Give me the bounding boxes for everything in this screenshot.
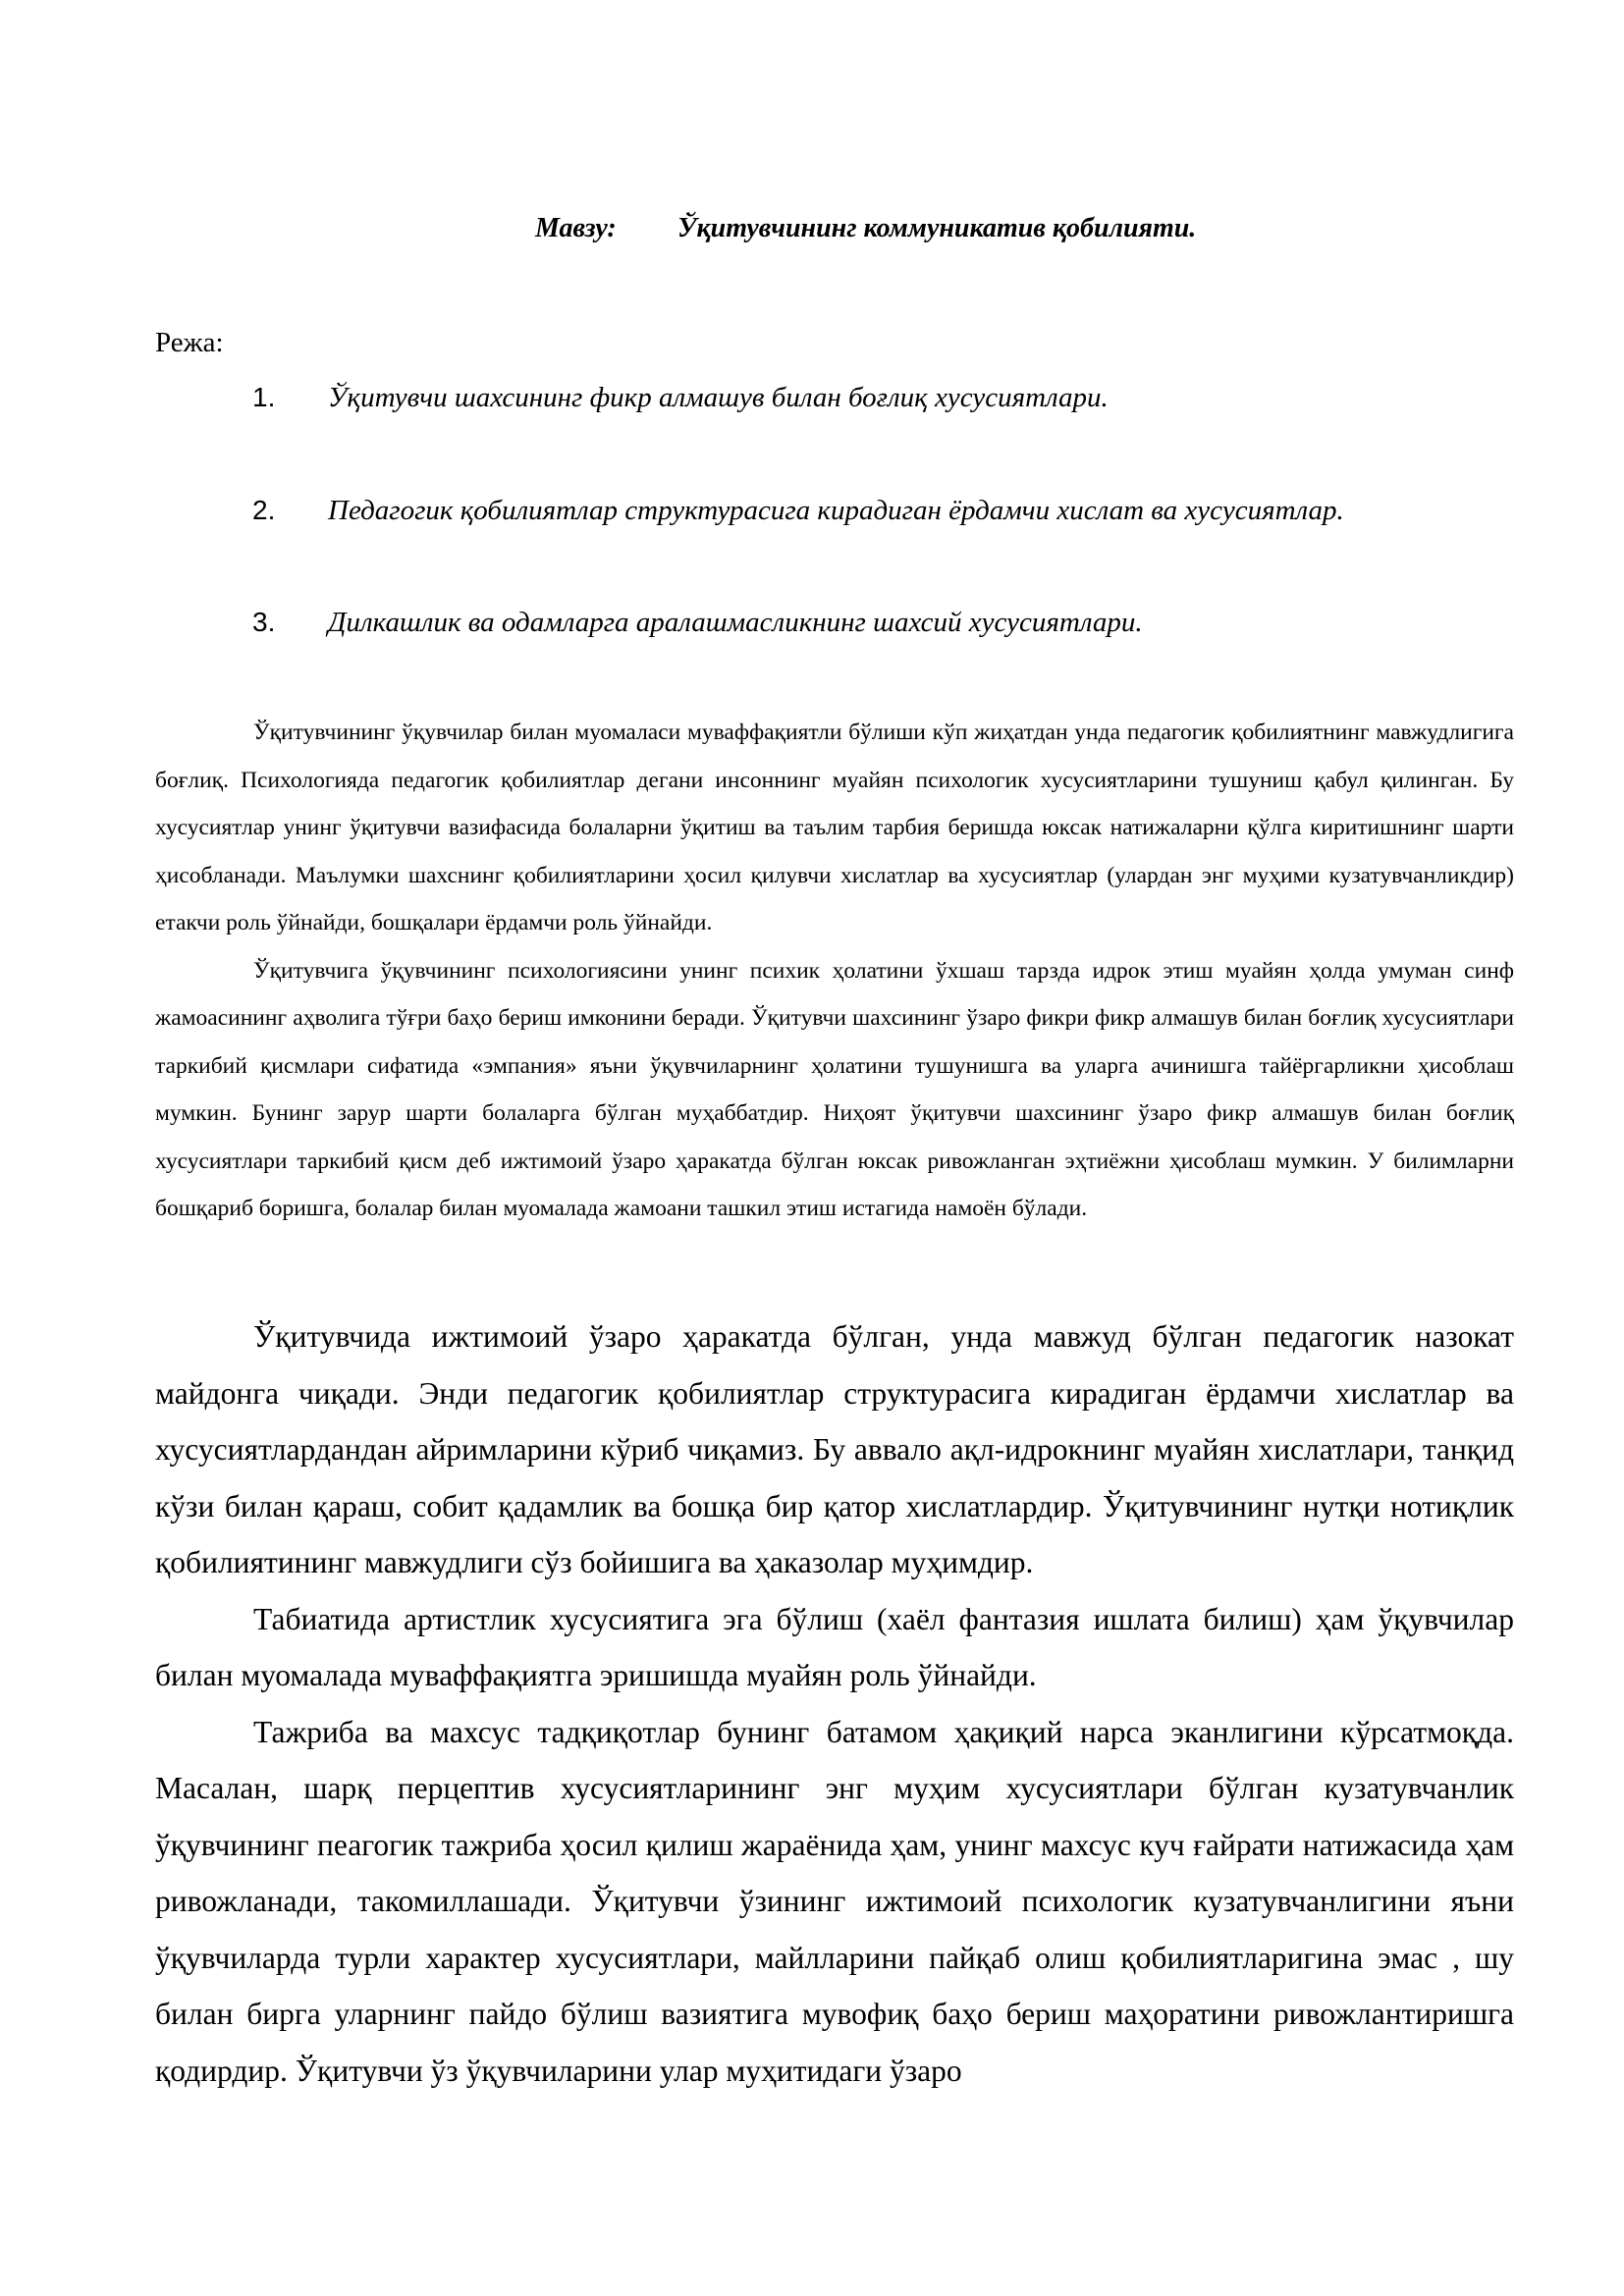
plan-label: Режа: — [155, 327, 224, 358]
plan-item-2 — [252, 495, 1344, 527]
paragraph: Ўқитувчида ижтимоий ўзаро ҳаракатда бўлган, унда мавжуд бўлган педагогик назокат майдонга чиқади. Энди педагогик қобилиятлар структурасига кирадиган ёрдамчи хислатлар ва хусусиятлардандан айримларини кўриб чиқамиз. Бу аввало ақл-идрокнинг муайян хислатлари, танқид кўзи билан қараш, собит қадамлик ва бошқа бир қатор хислатлардир. Ўқитувчининг нутқи нотиқлик қобилиятининг мавжудлиги сўз бойишига ва ҳаказолар муҳимдир. — [155, 1319, 1514, 1579]
title-text: Ўқитувчининг коммуникатив қобилияти. — [677, 213, 1197, 243]
body-large-text — [155, 1308, 1514, 2099]
body-small-text — [155, 709, 1514, 1233]
plan-item-number: 2. — [252, 495, 276, 525]
plan-item-text: Дилкашлик ва одамларга аралашмасликнинг шахсий хусусиятлари. — [328, 607, 1143, 638]
plan-item-number: 3. — [252, 607, 276, 637]
plan-item-1 — [252, 382, 1109, 414]
paragraph: Ўқитувчининг ўқувчилар билан муомаласи муваффақиятли бўлиши кўп жиҳатдан унда педагогик қобилиятнинг мавжудлигига боғлиқ. Психологияда педагогик қобилиятлар дегани инсоннинг муайян психологик хусусиятларини тушуниш қабул қилинган. Бу хусусиятлар унинг ўқитувчи вазифасида болаларни ўқитиш ва таълим тарбия беришда юксак натижаларни қўлга киритишнинг шарти ҳисобланади. Маълумки шахснинг қобилиятларини ҳосил қилувчи хислатлар ва хусусиятлар (улардан энг муҳими кузатувчанликдир) етакчи роль ўйнайди, бошқалари ёрдамчи роль ўйнайди. — [155, 720, 1514, 935]
plan-item-number: 1. — [252, 382, 276, 412]
plan-item-text: Педагогик қобилиятлар структурасига кирадиган ёрдамчи хислат ва хусусиятлар. — [328, 495, 1344, 526]
plan-item-3 — [252, 607, 1143, 639]
title-label: Мавзу: — [535, 213, 617, 243]
paragraph: Табиатида артистлик хусусиятига эга бўлиш (хаёл фантазия ишлата билиш) ҳам ўқувчилар билан муомалада муваффақиятга эришишда муайян роль ўйнайди. — [155, 1601, 1514, 1692]
paragraph: Тажриба ва махсус тадқиқотлар бунинг батамом ҳақиқий нарса эканлигини кўрсатмоқда. Масалан, шарқ перцептив хусусиятларининг энг муҳим хусусиятлари бўлган кузатувчанлик ўқувчининг пеагогик тажриба ҳосил қилиш жараёнида ҳам, унинг махсус куч ғайрати натижасида ҳам ривожланади, такомиллашади. Ўқитувчи ўзининг ижтимоий психологик кузатувчанлигини яъни ўқувчиларда турли характер хусусиятлари, майлларини пайқаб олиш қобилиятларигина эмас , шу билан бирга уларнинг пайдо бўлиш вазиятига мувофиқ баҳо бериш маҳоратини ривожлантиришга қодирдир. Ўқитувчи ўз ўқувчиларини улар муҳитидаги ўзаро — [155, 1714, 1514, 2088]
paragraph: Ўқитувчига ўқувчининг психологиясини унинг психик ҳолатини ўхшаш тарзда идрок этиш муайян ҳолда умуман синф жамоасининг аҳволига тўғри баҳо бериш имконини беради. Ўқитувчи шахсининг ўзаро фикри фикр алмашув билан боғлиқ хусусиятлари таркибий қисмлари сифатида «эмпания» яъни ўқувчиларнинг ҳолатини тушунишга ва уларга ачинишга тайёргарликни ҳисоблаш мумкин. Бунинг зарур шарти болаларга бўлган муҳаббатдир. Ниҳоят ўқитувчи шахсининг ўзаро фикр алмашув билан боғлиқ хусусиятлари таркибий қисм деб ижтимоий ўзаро ҳаракатда бўлган юксак ривожланган эҳтиёжни ҳисоблаш мумкин. У билимларни бошқариб боришга, болалар билан муомалада жамоани ташкил этиш истагида намоён бўлади. — [155, 957, 1514, 1221]
page-title — [535, 213, 1196, 244]
plan-item-text: Ўқитувчи шахсининг фикр алмашув билан боғлиқ хусусиятлари. — [328, 382, 1109, 413]
